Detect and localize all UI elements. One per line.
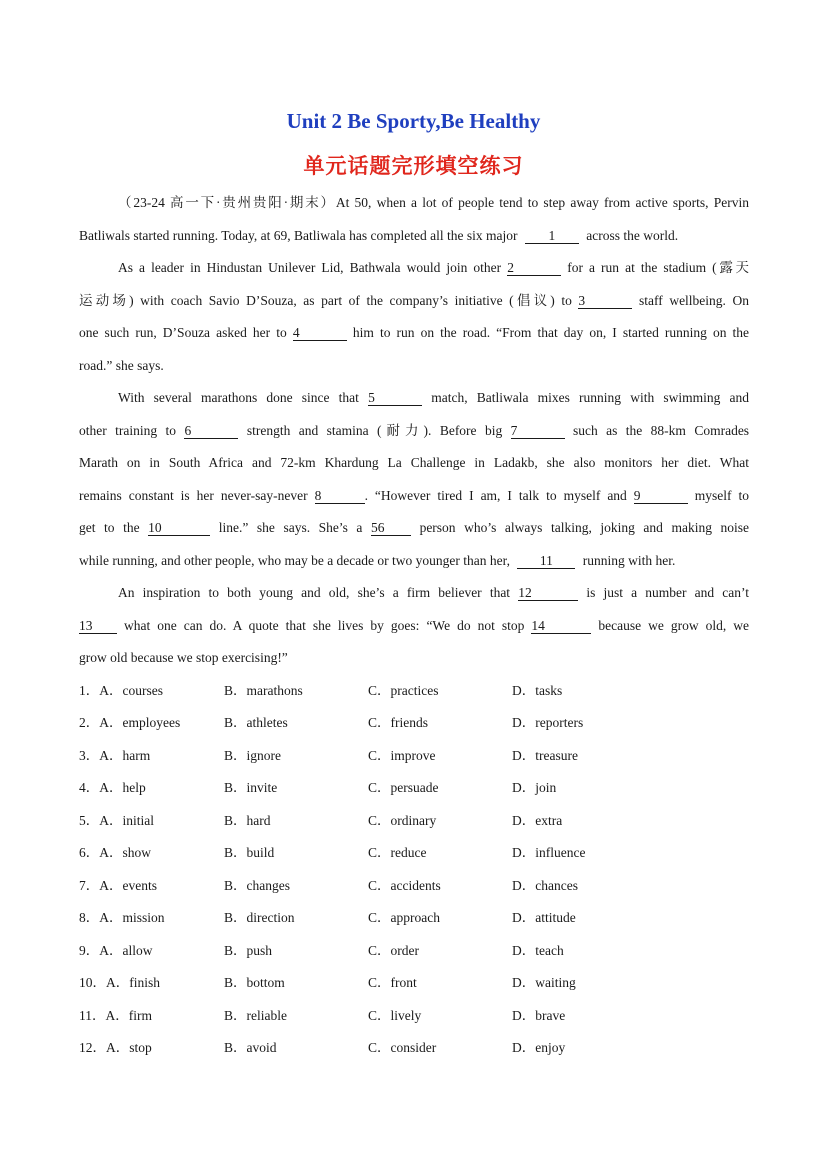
blank-14[interactable]: 14 (531, 618, 591, 634)
option-c[interactable]: C．persuade (368, 780, 439, 795)
option-d[interactable]: D．attitude (512, 910, 576, 925)
option-c[interactable]: C．practices (368, 683, 439, 698)
option-d[interactable]: D．teach (512, 943, 564, 958)
blank-10[interactable]: 10 (148, 520, 210, 536)
option-c[interactable]: C．approach (368, 910, 440, 925)
option-d[interactable]: D．treasure (512, 748, 578, 763)
blank-13[interactable]: 13 (79, 618, 117, 634)
option-b[interactable]: B．ignore (224, 748, 281, 763)
passage-text: myself to (694, 488, 750, 503)
option-d[interactable]: D．join (512, 780, 557, 795)
option-c[interactable]: C．lively (368, 1008, 422, 1023)
blank-3[interactable]: 3 (578, 293, 632, 309)
option-c[interactable]: C．accidents (368, 878, 441, 893)
passage-text: person who’s always talking, joking and making noise (419, 520, 750, 535)
option-d[interactable]: D．reporters (512, 715, 584, 730)
passage-text: As a leader in Hindustan Unilever Lid, Bathwala would join other (118, 260, 502, 275)
option-b[interactable]: B．avoid (224, 1040, 277, 1055)
option-b[interactable]: B．direction (224, 910, 295, 925)
option-c[interactable]: C．front (368, 975, 417, 990)
passage-text: remains constant is her never-say-never (79, 488, 308, 503)
passage-line (118, 194, 749, 212)
passage-line (118, 259, 749, 277)
blank-12[interactable]: 12 (518, 585, 578, 601)
option-b[interactable]: B．hard (224, 813, 271, 828)
option-d[interactable]: D．influence (512, 845, 586, 860)
passage-text: strength and stamina (耐力). Before big (246, 423, 503, 438)
blank-56[interactable]: 56 (371, 520, 411, 536)
option-c[interactable]: C．friends (368, 715, 428, 730)
page-title: Unit 2 Be Sporty,Be Healthy (286, 109, 541, 133)
option-b[interactable]: B．changes (224, 878, 290, 893)
passage-text: get to the (79, 520, 140, 535)
option-d[interactable]: D．brave (512, 1008, 566, 1023)
passage-text: for a run at the stadium (露天 (567, 260, 750, 275)
blank-5[interactable]: 5 (368, 390, 422, 406)
option-b[interactable]: B．reliable (224, 1008, 287, 1023)
blank-11[interactable]: 11 (517, 553, 575, 569)
passage-text: one such run, D’Souza asked her to (79, 325, 287, 340)
option-b[interactable]: B．build (224, 845, 275, 860)
passage-text: Marath on in South Africa and 72-km Khardung La Challenge in Ladakb, she also monitors her diet. What (79, 455, 749, 470)
passage-text: while running, and other people, who may be a decade or two younger than her, (79, 553, 510, 568)
passage-text: match, Batliwala mixes running with swimming and (431, 390, 749, 405)
option-a[interactable]: 9．A．allow (79, 943, 153, 958)
option-c[interactable]: C．consider (368, 1040, 437, 1055)
passage-line (79, 649, 749, 667)
passage-line (79, 519, 749, 537)
passage-text: what one can do. A quote that she lives by goes: “We do not stop (124, 618, 525, 633)
passage-line (79, 292, 749, 310)
passage-text: running with her. (582, 553, 676, 568)
blank-7[interactable]: 7 (511, 423, 565, 439)
passage-text: other training to (79, 423, 177, 438)
passage-text: such as the 88-km Comrades (573, 423, 750, 438)
passage-text: Batliwals started running. Today, at 69, Batliwala has completed all the six major (79, 228, 518, 243)
passage-text: across the world. (586, 228, 679, 243)
option-c[interactable]: C．improve (368, 748, 436, 763)
passage-line (79, 617, 749, 635)
option-d[interactable]: D．chances (512, 878, 578, 893)
blank-1[interactable]: 1 (525, 228, 579, 244)
option-d[interactable]: D．enjoy (512, 1040, 566, 1055)
option-c[interactable]: C．reduce (368, 845, 427, 860)
option-a[interactable]: 11．A．firm (79, 1008, 152, 1023)
passage-line (79, 357, 749, 375)
option-a[interactable]: 7．A．events (79, 878, 157, 893)
page-subtitle: 单元话题完形填空练习 (303, 154, 524, 178)
option-a[interactable]: 4．A．help (79, 780, 146, 795)
option-b[interactable]: B．athletes (224, 715, 288, 730)
blank-6[interactable]: 6 (184, 423, 238, 439)
passage-text: staff wellbeing. On (639, 293, 749, 308)
option-d[interactable]: D．waiting (512, 975, 576, 990)
passage-line (79, 324, 749, 342)
option-d[interactable]: D．tasks (512, 683, 563, 698)
passage-text: grow old because we stop exercising!” (79, 650, 288, 665)
option-a[interactable]: 12．A．stop (79, 1040, 152, 1055)
option-b[interactable]: B．bottom (224, 975, 285, 990)
option-a[interactable]: 8．A．mission (79, 910, 165, 925)
option-a[interactable]: 1．A．courses (79, 683, 163, 698)
option-c[interactable]: C．order (368, 943, 419, 958)
passage-line (79, 454, 749, 472)
option-a[interactable]: 6．A．show (79, 845, 152, 860)
blank-8[interactable]: 8 (315, 488, 365, 504)
passage-text: road.” she says. (79, 358, 164, 373)
option-a[interactable]: 3．A．harm (79, 748, 151, 763)
passage-line (118, 584, 749, 602)
passage-text: him to run on the road. “From that day on, I started running on the (352, 325, 750, 340)
passage-line (118, 389, 749, 407)
passage-line (79, 227, 749, 245)
option-b[interactable]: B．marathons (224, 683, 303, 698)
passage-text: . “However tired I am, I talk to myself and (364, 488, 627, 503)
blank-2[interactable]: 2 (507, 260, 561, 276)
passage-text: （23-24 高一下·贵州贵阳·期末）At 50, when a lot of people tend to step away from active sports, Pervin (118, 195, 749, 210)
blank-4[interactable]: 4 (293, 325, 347, 341)
blank-9[interactable]: 9 (634, 488, 688, 504)
option-a[interactable]: 2．A．employees (79, 715, 181, 730)
option-b[interactable]: B．invite (224, 780, 278, 795)
passage-text: is just a number and can’t (586, 585, 749, 600)
option-d[interactable]: D．extra (512, 813, 563, 828)
passage-line (79, 552, 749, 570)
passage-text: 运动场) with coach Savio D’Souza, as part of the company’s initiative (倡议) to (79, 293, 572, 308)
passage-text: line.” she says. She’s a (218, 520, 363, 535)
option-a[interactable]: 10．A．finish (79, 975, 160, 990)
passage-text: An inspiration to both young and old, she’s a firm believer that (118, 585, 511, 600)
option-b[interactable]: B．push (224, 943, 273, 958)
passage-text: With several marathons done since that (118, 390, 359, 405)
passage-line (79, 487, 749, 505)
option-c[interactable]: C．ordinary (368, 813, 437, 828)
passage-line (79, 422, 749, 440)
passage-text: because we grow old, we (598, 618, 750, 633)
option-a[interactable]: 5．A．initial (79, 813, 154, 828)
